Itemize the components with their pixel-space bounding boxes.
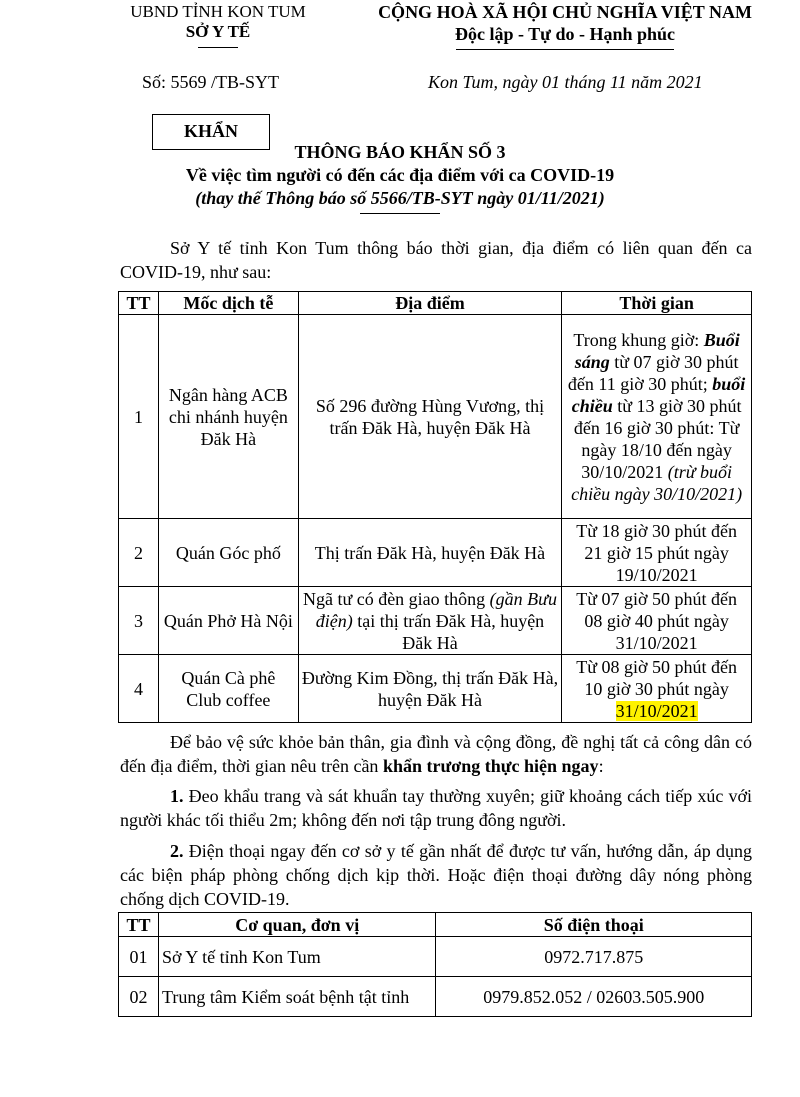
header-place: Mốc dịch tễ (158, 292, 298, 315)
document-subtitle: Về việc tìm người có đến các địa điểm với ca COVID-19 (185, 165, 615, 185)
time-morning: Buổi sáng (574, 329, 740, 372)
row-address (298, 587, 561, 655)
row-tt: 2 (119, 519, 159, 587)
advice-item-2 (120, 839, 752, 911)
time-text: Từ 08 giờ 50 phút đến 10 giờ 30 phút ngày (576, 656, 737, 699)
table-header-row (119, 292, 752, 315)
intro-paragraph: Sở Y tế tỉnh Kon Tum thông báo thời gian, địa điểm có liên quan đến ca COVID-19, như sau: (120, 238, 752, 282)
row-phone: 0979.852.052 / 02603.505.900 (436, 977, 752, 1017)
title-rule (360, 213, 440, 214)
table-row (119, 977, 752, 1017)
nation-motto: Độc lập - Tự do - Hạnh phúc (454, 24, 676, 44)
header-address: Địa điểm (298, 292, 561, 315)
row-unit: Trung tâm Kiểm soát bệnh tật tỉnh (158, 977, 435, 1017)
row-unit: Sở Y tế tỉnh Kon Tum (158, 937, 435, 977)
row-tt: 02 (119, 977, 159, 1017)
address-text: tại thị trấn Đăk Hà, huyện Đăk Hà (352, 610, 545, 653)
table-row (119, 937, 752, 977)
advice-item-1 (120, 784, 752, 832)
time-text: từ 07 giờ 30 phút đến 11 giờ 30 phút; (567, 351, 739, 394)
advice-lead (120, 730, 752, 778)
row-phone: 0972.717.875 (436, 937, 752, 977)
row-tt: 4 (119, 655, 159, 723)
table-row (119, 519, 752, 587)
item-number: 1. (170, 786, 184, 806)
header-unit: Cơ quan, đơn vị (158, 913, 435, 937)
document-number: Số: 5569 /TB-SYT (142, 72, 280, 92)
row-time: Từ 07 giờ 50 phút đến 08 giờ 40 phút ngày 31/10/2021 (562, 587, 752, 655)
nation-block (330, 2, 800, 50)
nation-name: CỘNG HOÀ XÃ HỘI CHỦ NGHĨA VIỆT NAM (378, 2, 752, 22)
row-tt: 3 (119, 587, 159, 655)
document-title: THÔNG BÁO KHẨN SỐ 3 (294, 142, 506, 162)
item-text: Đeo khẩu trang và sát khuẩn tay thường xuyên; giữ khoảng cách tiếp xúc với người khác tối thiểu 2m; không đến nơi tập trung đông người. (120, 786, 752, 830)
advice-emphasis: khẩn trương thực hiện ngay (382, 756, 599, 776)
time-afternoon: buổi chiều (571, 373, 746, 416)
issuer-block (108, 2, 328, 48)
item-number: 2. (170, 841, 184, 861)
document-date: Kon Tum, ngày 01 tháng 11 năm 2021 (428, 72, 703, 92)
time-exception: (trừ buổi chiều ngày 30/10/2021) (571, 461, 743, 504)
row-time: Từ 18 giờ 30 phút đến 21 giờ 15 phút ngày 19/10/2021 (562, 519, 752, 587)
row-place: Quán Góc phố (158, 519, 298, 587)
advice-colon: : (598, 756, 604, 776)
replace-note: (thay thế Thông báo số 5566/TB-SYT ngày 01/11/2021) (195, 188, 605, 208)
issuer-province: UBND TỈNH KON TUM (130, 2, 306, 21)
header-tt: TT (119, 913, 159, 937)
header-phone: Số điện thoại (436, 913, 752, 937)
address-note: (gần Bưu điện) (315, 588, 557, 631)
contacts-table (118, 912, 752, 1017)
row-address: Đường Kim Đồng, thị trấn Đăk Hà, huyện Đăk Hà (298, 655, 561, 723)
address-text: Ngã tư có đèn giao thông (302, 588, 490, 609)
table-header-row (119, 913, 752, 937)
row-place: Quán Phở Hà Nội (158, 587, 298, 655)
urgent-box: KHẨN (152, 114, 270, 150)
row-address: Số 296 đường Hùng Vương, thị trấn Đăk Hà, huyện Đăk Hà (298, 315, 561, 519)
table-row (119, 315, 752, 519)
row-place: Quán Cà phê Club coffee (158, 655, 298, 723)
row-tt: 1 (119, 315, 159, 519)
issuer-rule (198, 47, 238, 48)
table-row (119, 655, 752, 723)
table-row (119, 587, 752, 655)
row-time (562, 315, 752, 519)
header-tt: TT (119, 292, 159, 315)
locations-table (118, 291, 752, 723)
motto-rule (456, 49, 674, 50)
issuer-department: SỞ Y TẾ (185, 22, 251, 41)
highlighted-date: 31/10/2021 (615, 700, 698, 721)
row-tt: 01 (119, 937, 159, 977)
row-place: Ngân hàng ACB chi nhánh huyện Đăk Hà (158, 315, 298, 519)
header-time: Thời gian (562, 292, 752, 315)
row-time (562, 655, 752, 723)
time-text: từ 13 giờ 30 phút đến 16 giờ 30 phút: Từ ngày 18/10 đến ngày 30/10/2021 (573, 395, 742, 482)
item-text: Điện thoại ngay đến cơ sở y tế gần nhất để được tư vấn, hướng dẫn, áp dụng các biện pháp phòng chống dịch kịp thời. Hoặc điện thoại đường dây nóng phòng chống dịch COVID-19. (120, 841, 752, 909)
row-address: Thị trấn Đăk Hà, huyện Đăk Hà (298, 519, 561, 587)
time-text: Trong khung giờ: (573, 329, 704, 350)
advice-lead-text: Để bảo vệ sức khỏe bản thân, gia đình và cộng đồng, đề nghị tất cả công dân có đến địa điểm, thời gian nêu trên cần (120, 732, 752, 776)
